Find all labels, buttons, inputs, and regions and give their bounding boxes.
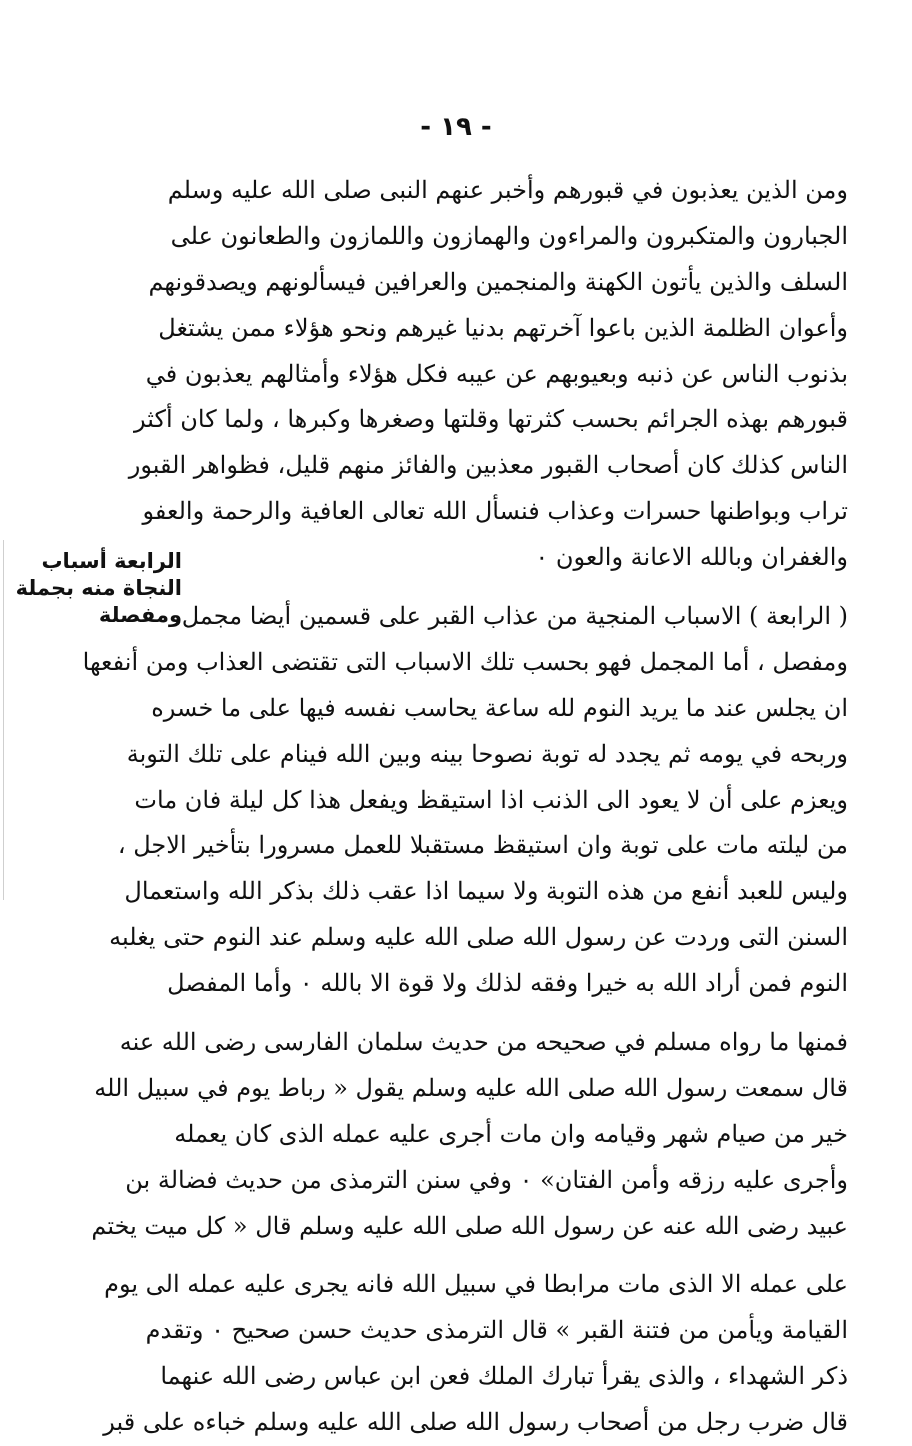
text-line: السلف والذين يأتون الكهنة والمنجمين والعرافين فيسألونهم ويصدقونهم bbox=[148, 267, 848, 296]
text-line: القيامة ويأمن من فتنة القبر » قال الترمذى حديث حسن صحيح ٠ وتقدم bbox=[145, 1316, 848, 1345]
text-line: ان يجلس عند ما يريد النوم لله ساعة يحاسب نفسه فيها على ما خسره bbox=[151, 693, 848, 722]
page-edge-line bbox=[3, 540, 4, 900]
text-line: السنن التى وردت عن رسول الله صلى الله عليه وسلم عند النوم حتى يغلبه bbox=[109, 923, 848, 952]
text-line: قال سمعت رسول الله صلى الله عليه وسلم يقول « رباط يوم في سبيل الله bbox=[94, 1073, 848, 1102]
text-line: الناس كذلك كان أصحاب القبور معذبين والفائز منهم قليل، فظواهر القبور bbox=[128, 451, 848, 480]
text-line: قال ضرب رجل من أصحاب رسول الله صلى الله عليه وسلم خباءه على قبر bbox=[103, 1408, 848, 1437]
margin-note-line: النجاة منه بجملة bbox=[15, 576, 182, 600]
paragraph bbox=[91, 1020, 848, 1249]
text-line: قبورهم بهذه الجرائم بحسب كثرتها وقلتها وصغرها وكبرها ، ولما كان أكثر bbox=[134, 405, 848, 434]
text-line: على عمله الا الذى مات مرابطا في سبيل الله فانه يجرى عليه عمله الى يوم bbox=[104, 1270, 848, 1299]
text-line: ويعزم على أن لا يعود الى الذنب اذا استيقظ ويفعل هذا كل ليلة فان مات bbox=[134, 785, 848, 814]
text-line: من ليلته مات على توبة وان استيقظ مستقبلا للعمل مسرورا بتأخير الاجل ، bbox=[117, 831, 848, 860]
text-line: ومن الذين يعذبون في قبورهم وأخبر عنهم النبى صلى الله عليه وسلم bbox=[167, 176, 848, 204]
text-line: وربحه في يومه ثم يجدد له توبة نصوحا بينه وبين الله فينام على تلك التوبة bbox=[126, 739, 848, 768]
text-line: النوم فمن أراد الله به خيرا وفقه لذلك ولا قوة الا بالله ٠ وأما المفصل bbox=[167, 969, 848, 998]
paragraph bbox=[128, 168, 848, 581]
paragraph-gap bbox=[198, 1007, 848, 1020]
text-line: عبيد رضى الله عنه عن رسول الله صلى الله عليه وسلم قال « كل ميت يختم bbox=[91, 1211, 848, 1240]
text-line: تراب وبواطنها حسرات وعذاب فنسأل الله تعالى العافية والرحمة والعفو bbox=[142, 497, 848, 526]
paragraph-gap bbox=[198, 581, 848, 594]
text-line: خير من صيام شهر وقيامه وان مات أجرى عليه عمله الذى كان يعمله bbox=[174, 1119, 848, 1148]
text-line: والغفران وبالله الاعانة والعون ٠ bbox=[535, 543, 848, 572]
text-line: ذكر الشهداء ، والذى يقرأ تبارك الملك فعن ابن عباس رضى الله عنهما bbox=[160, 1362, 848, 1391]
margin-note-line: ومفصلة bbox=[98, 603, 182, 627]
page-number: - ١٩ - bbox=[420, 112, 492, 142]
paragraph-gap bbox=[198, 1249, 848, 1262]
text-line: وليس للعبد أنفع من هذه التوبة ولا سيما اذا عقب ذلك بذكر الله واستعمال bbox=[124, 877, 848, 906]
margin-note bbox=[12, 548, 182, 629]
text-line: وأجرى عليه رزقه وأمن الفتان» ٠ وفي سنن الترمذى من حديث فضالة بن bbox=[125, 1165, 848, 1194]
text-line: فمنها ما رواه مسلم في صحيحه من حديث سلمان الفارسى رضى الله عنه bbox=[119, 1028, 848, 1057]
text-line: وأعوان الظلمة الذين باعوا آخرتهم بدنيا غيرهم ونحو هؤلاء ممن يشتغل bbox=[158, 313, 848, 342]
margin-note-line: الرابعة أسباب bbox=[41, 549, 182, 573]
paragraph bbox=[103, 1262, 848, 1446]
text-line: الجبارون والمتكبرون والمراءون والهمازون واللمازون والطعانون على bbox=[170, 221, 848, 250]
text-line: بذنوب الناس عن ذنبه وبعيوبهم عن عيبه فكل هؤلاء وأمثالهم يعذبون في bbox=[145, 359, 848, 388]
text-line: ومفصل ، أما المجمل فهو بحسب تلك الاسباب التى تقتضى العذاب ومن أنفعها bbox=[82, 647, 848, 676]
text-line: ( الرابعة ) الاسباب المنجية من عذاب القبر على قسمين أيضا مجمل bbox=[181, 602, 848, 631]
